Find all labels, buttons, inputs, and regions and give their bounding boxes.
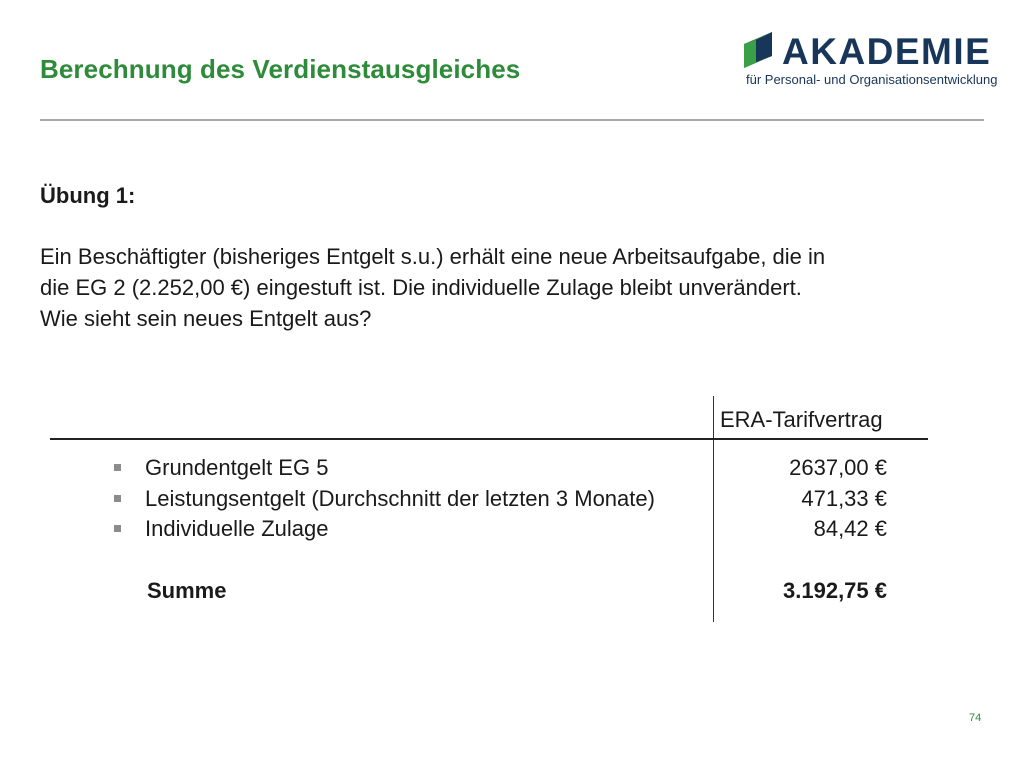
square-bullet-icon (114, 495, 121, 502)
exercise-heading: Übung 1: (40, 183, 136, 208)
table-row (0, 455, 1024, 485)
square-bullet-icon (114, 464, 121, 471)
sum-label: Summe (147, 578, 227, 603)
page-title: Berechnung des Verdienstausgleiches (40, 54, 521, 84)
exercise-line: Wie sieht sein neues Entgelt aus? (40, 306, 372, 331)
row-label: Grundentgelt EG 5 (145, 455, 329, 480)
logo-house-icon (742, 30, 778, 70)
table-row (0, 516, 1024, 546)
logo-wordmark: AKADEMIE (782, 31, 992, 72)
row-label: Individuelle Zulage (145, 516, 329, 541)
row-value: 471,33 € (801, 486, 887, 511)
exercise-text (40, 241, 980, 334)
header-divider (40, 119, 984, 121)
sum-value: 3.192,75 € (783, 578, 887, 603)
square-bullet-icon (114, 525, 121, 532)
logo-subtitle: für Personal- und Organisationsentwicklung (746, 72, 998, 87)
table-header-rule (50, 438, 928, 440)
exercise-line: Ein Beschäftigter (bisheriges Entgelt s.u.) erhält eine neue Arbeitsaufgabe, die in (40, 244, 826, 269)
table-row (0, 486, 1024, 516)
exercise-line: die EG 2 (2.252,00 €) eingestuft ist. Die individuelle Zulage bleibt unverändert. (40, 275, 802, 300)
row-value: 84,42 € (813, 516, 887, 541)
table-column-header: ERA-Tarifvertrag (720, 407, 883, 432)
row-value: 2637,00 € (789, 455, 887, 480)
row-label: Leistungsentgelt (Durchschnitt der letzten 3 Monate) (145, 486, 655, 511)
akademie-logo (742, 30, 998, 90)
page-number: 74 (969, 712, 982, 724)
